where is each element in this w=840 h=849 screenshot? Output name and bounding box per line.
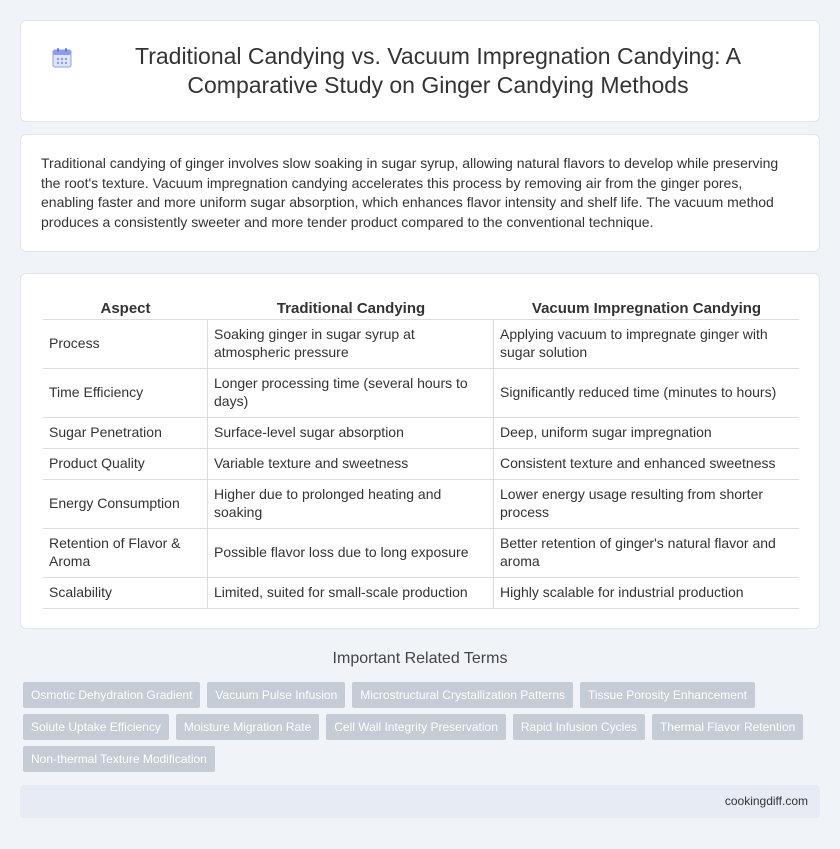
footer-site-link[interactable]: cookingdiff.com [724, 794, 808, 808]
term-tag[interactable]: Non-thermal Texture Modification [23, 746, 215, 772]
table-cell: Surface-level sugar absorption [208, 418, 494, 449]
header-card [20, 20, 820, 122]
intro-text: Traditional candying of ginger involves slow soaking in sugar syrup, allowing natural flavors to develop while preserving the root's texture. Vacuum impregnation candying accelerates this process by removing air from the ginger pores, enabling faster and more uniform sugar absorption, which enhances flavor intensity and shelf life. The vacuum method produces a consistently sweeter and more tender product compared to the conventional technique. [41, 155, 779, 230]
table-cell: Energy Consumption [43, 480, 208, 529]
table-cell: Applying vacuum to impregnate ginger with sugar solution [494, 320, 799, 369]
header-vacuum: Vacuum Impregnation Candying [494, 296, 799, 320]
table-cell: Better retention of ginger's natural flavor and aroma [494, 529, 799, 578]
intro-card [20, 134, 820, 252]
header-traditional: Traditional Candying [208, 296, 494, 320]
footer [20, 785, 820, 818]
term-tag[interactable]: Cell Wall Integrity Preservation [326, 714, 506, 740]
term-tag[interactable]: Tissue Porosity Enhancement [580, 682, 755, 708]
table-row [43, 480, 799, 529]
term-tag[interactable]: Microstructural Crystallization Patterns [352, 682, 573, 708]
table-cell: Product Quality [43, 449, 208, 480]
table-cell: Process [43, 320, 208, 369]
related-terms-list [23, 682, 823, 778]
table-cell: Soaking ginger in sugar syrup at atmospheric pressure [208, 320, 494, 369]
table-cell: Limited, suited for small-scale production [208, 578, 494, 609]
table-cell: Sugar Penetration [43, 418, 208, 449]
term-tag[interactable]: Thermal Flavor Retention [652, 714, 803, 740]
table-row [43, 418, 799, 449]
term-tag[interactable]: Solute Uptake Efficiency [23, 714, 169, 740]
page-title: Traditional Candying vs. Vacuum Impregnation Candying: A Comparative Study on Ginger Candying Methods [135, 43, 741, 98]
table-row [43, 449, 799, 480]
table-cell: Deep, uniform sugar impregnation [494, 418, 799, 449]
table-cell: Time Efficiency [43, 369, 208, 418]
table-cell: Significantly reduced time (minutes to hours) [494, 369, 799, 418]
term-tag[interactable]: Osmotic Dehydration Gradient [23, 682, 200, 708]
table-row [43, 369, 799, 418]
term-tag[interactable]: Vacuum Pulse Infusion [207, 682, 345, 708]
table-cell: Longer processing time (several hours to days) [208, 369, 494, 418]
table-cell: Consistent texture and enhanced sweetness [494, 449, 799, 480]
calendar-icon [51, 47, 73, 69]
table-cell: Possible flavor loss due to long exposure [208, 529, 494, 578]
table-row [43, 320, 799, 369]
table-row [43, 529, 799, 578]
table-row [43, 578, 799, 609]
header-aspect: Aspect [43, 296, 208, 320]
comparison-table [43, 296, 799, 609]
table-cell: Higher due to prolonged heating and soaking [208, 480, 494, 529]
comparison-table-card [20, 273, 820, 629]
table-cell: Retention of Flavor & Aroma [43, 529, 208, 578]
term-tag[interactable]: Rapid Infusion Cycles [513, 714, 645, 740]
related-terms-heading: Important Related Terms [332, 650, 508, 667]
table-cell: Scalability [43, 578, 208, 609]
table-cell: Highly scalable for industrial production [494, 578, 799, 609]
title-wrap [51, 42, 789, 100]
term-tag[interactable]: Moisture Migration Rate [176, 714, 319, 740]
table-header-row [43, 296, 799, 320]
table-cell: Variable texture and sweetness [208, 449, 494, 480]
table-cell: Lower energy usage resulting from shorter process [494, 480, 799, 529]
